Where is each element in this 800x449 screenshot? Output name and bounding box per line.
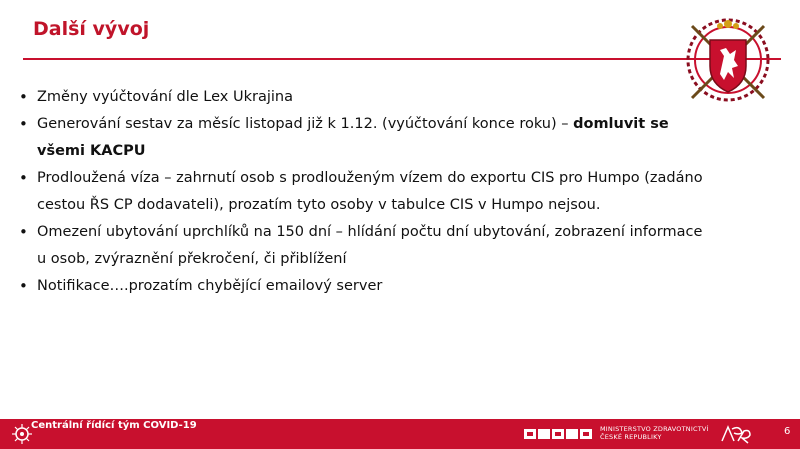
bullet-item [19,273,709,300]
bullet-text: Notifikace….prozatím chybějící emailový server [37,278,383,294]
bullet-text: Omezení ubytování uprchlíků na 150 dní – hlídání počtu dní ubytování, zobrazení informace u osob, zvýraznění překročení, či přiblížení [37,224,703,267]
page-number: 6 [784,426,791,437]
bullet-text: Změny vyúčtování dle Lex Ukrajina [37,89,293,105]
ministry-name [600,425,710,441]
footer-bar [0,419,800,449]
virus-icon [11,423,33,445]
bullet-item [19,165,709,219]
bullet-item [19,219,709,273]
czr-logo-icon [718,423,754,445]
ministry-line-2: ČESKÉ REPUBLIKY [600,433,662,441]
bullet-item [19,84,709,111]
title-divider [23,58,781,60]
bullet-text: Generování sestav za měsíc listopad již k 1.12. (vyúčtování konce roku) – [37,116,574,132]
bullet-text: Prodloužená víza – zahrnutí osob s prodlouženým vízem do exportu CIS pro Humpo (zadáno cestou ŘS CP dodavateli), prozatím tyto osoby v tabulce CIS v Humpo nejsou. [37,170,703,213]
mz-logo-icon [522,426,594,442]
slide-title: Další vývoj [33,18,150,40]
bullet-list [19,84,709,300]
footer-team-label: Centrální řídící tým COVID-19 [31,420,197,431]
ministry-line-1: MINISTERSTVO ZDRAVOTNICTVÍ [600,425,709,433]
bullet-item [19,111,709,165]
bullet-bold-text: domluvit se všemi KACPU [37,116,669,159]
